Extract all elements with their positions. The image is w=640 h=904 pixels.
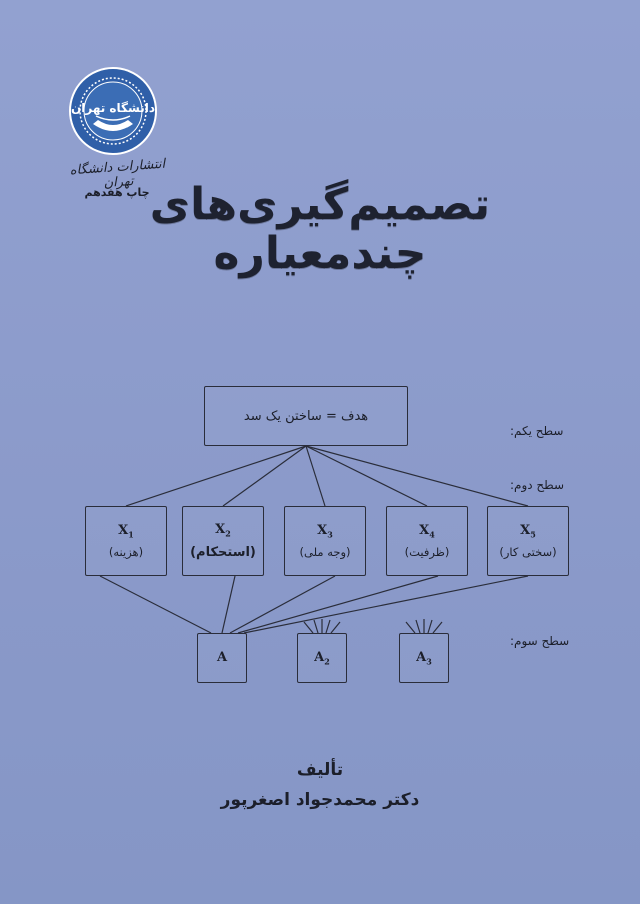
a2-fan-marks — [304, 619, 340, 633]
criterion-subscript: 1 — [128, 529, 134, 540]
connector-x5-a1 — [244, 576, 528, 633]
connector-goal-x1 — [126, 446, 306, 506]
connector-x2-a1 — [222, 576, 235, 633]
university-seal-icon — [68, 66, 158, 156]
logo-wordmark: دانشگاه تهران — [71, 101, 155, 115]
criterion-symbol: X — [215, 522, 226, 538]
criterion-box-x3 — [284, 506, 366, 576]
alternative-box-a2 — [297, 633, 347, 683]
criterion-symbol: X — [118, 522, 129, 538]
criterion-label: (وجه ملی) — [299, 545, 351, 560]
author-label: تألیف — [296, 760, 344, 780]
criterion-symbol: X — [317, 522, 328, 538]
author-name: دکتر محمدجواد اصغرپور — [220, 790, 420, 810]
criterion-subscript: 3 — [327, 529, 333, 540]
alternative-subscript: 2 — [324, 656, 330, 667]
alternative-box-a1 — [197, 633, 247, 683]
goal-box — [204, 386, 408, 446]
level-1-label: سطح یکم: — [510, 424, 564, 438]
alternative-symbol: A — [416, 649, 427, 665]
alternative-subscript: 3 — [426, 656, 432, 667]
title-line-2: چندمعیاره — [213, 228, 427, 280]
edition-label: چاپ هفدهم — [84, 186, 150, 199]
connector-goal-x4 — [306, 446, 427, 506]
criterion-subscript: 4 — [429, 529, 435, 540]
criterion-box-x4 — [386, 506, 468, 576]
connector-goal-x5 — [306, 446, 528, 506]
criterion-label: (استحکام) — [190, 544, 256, 560]
connector-goal-x2 — [223, 446, 306, 506]
criterion-box-x1 — [85, 506, 167, 576]
title-line-1: تصمیم‌گیری‌های — [149, 179, 491, 230]
criterion-subscript: 2 — [225, 528, 231, 539]
criterion-label: (ظرفیت) — [404, 545, 450, 560]
book-title — [140, 176, 500, 282]
publisher-name: انتشارات دانشگاه تهران — [69, 156, 166, 192]
criterion-box-x2 — [182, 506, 264, 576]
a3-fan-marks — [406, 619, 442, 633]
criterion-symbol: X — [419, 522, 430, 538]
criterion-symbol: X — [520, 522, 531, 538]
alternative-box-a3 — [399, 633, 449, 683]
criterion-subscript: 5 — [530, 529, 536, 540]
goal-text: هدف = ساختن یک سد — [243, 408, 369, 424]
criterion-label: (سختی کار) — [499, 545, 557, 560]
criterion-box-x5 — [487, 506, 569, 576]
connector-goal-x3 — [306, 446, 325, 506]
criterion-label: (هزینه) — [108, 545, 144, 560]
alternative-symbol: A — [314, 649, 325, 665]
connector-x1-a1 — [100, 576, 211, 633]
alternative-symbol: A — [216, 649, 228, 665]
university-logo — [68, 66, 158, 156]
level-2-label: سطح دوم: — [510, 478, 565, 492]
connector-x3-a1 — [230, 576, 335, 633]
level-3-label: سطح سوم: — [510, 634, 570, 648]
